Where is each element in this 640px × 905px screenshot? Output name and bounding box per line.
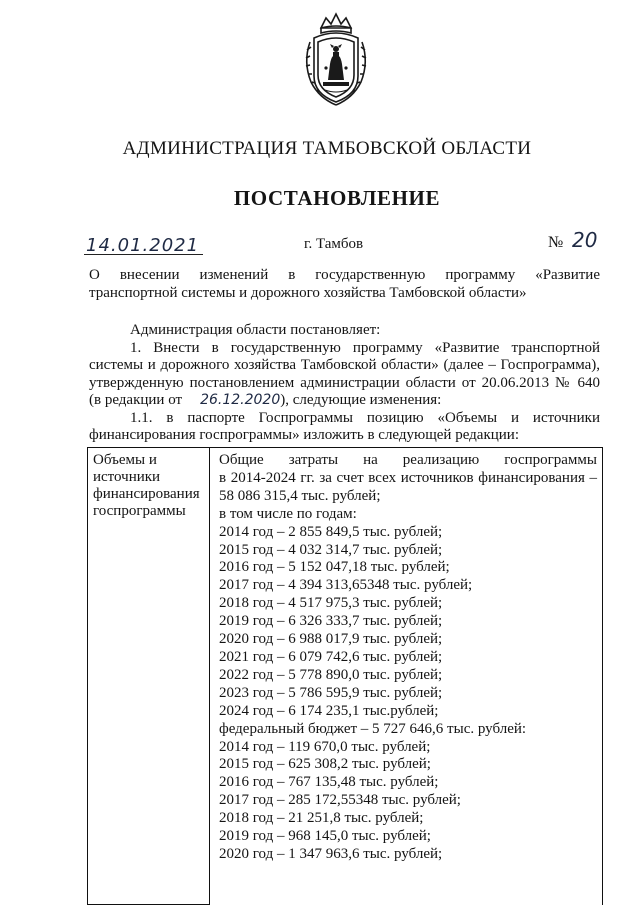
table-value-line: 2018 год – 21 251,8 тыс. рублей; [219, 810, 424, 827]
table-label-line: Объемы и [93, 452, 157, 468]
table-value-line: 2023 год – 5 786 595,9 тыс. рублей; [219, 684, 443, 701]
table-value-line: в том числе по годам: [219, 505, 357, 522]
city-name: г. Тамбов [304, 236, 364, 252]
subject-line-1: О внесении изменений в государственную программу «Развитие [89, 267, 600, 283]
item-1-last-before: (в редакции от [89, 392, 183, 408]
table-label-line: финансирования [93, 486, 200, 502]
item-1-1-line: 1.1. в паспорте Госпрограммы позицию «Объемы и источники [130, 409, 600, 426]
table-value-line: 2020 год – 6 988 017,9 тыс. рублей; [219, 631, 443, 648]
decree-paragraph: Администрация области постановляет: [130, 322, 381, 338]
document-subject [89, 266, 600, 302]
item-1-paragraph [89, 340, 600, 410]
handwritten-number: 20 [572, 228, 598, 252]
table-value-line: 2022 год – 5 778 890,0 тыс. рублей; [219, 666, 443, 683]
item-1-last-after: ), следующие изменения: [280, 392, 442, 408]
document-body [89, 322, 600, 445]
table-value-line: 2019 год – 968 145,0 тыс. рублей; [219, 828, 431, 845]
financing-table [87, 447, 603, 905]
table-value-line: 2016 год – 5 152 047,18 тыс. рублей; [219, 559, 450, 576]
document-type-title: ПОСТАНОВЛЕНИЕ [233, 186, 441, 210]
organization-name: АДМИНИСТРАЦИЯ ТАМБОВСКОЙ ОБЛАСТИ [122, 138, 532, 159]
table-value-line: 58 086 315,4 тыс. рублей; [219, 487, 381, 504]
item-1-line: утвержденную постановлением администрации области от 20.06.2013 № 640 [89, 374, 600, 391]
table-value-line: 2019 год – 6 326 333,7 тыс. рублей; [219, 613, 443, 630]
table-value-line: 2015 год – 4 032 314,7 тыс. рублей; [219, 541, 443, 558]
table-value-line: 2024 год – 6 174 235,1 тыс.рублей; [219, 702, 439, 719]
table-value-line: 2018 год – 4 517 975,3 тыс. рублей; [219, 595, 443, 612]
table-value-line: 2014 год – 119 670,0 тыс. рублей; [219, 738, 431, 755]
item-1-line: системы и дорожного хозяйства Тамбовской области» (далее – Госпрограмма), [89, 357, 600, 373]
handwritten-revision-date: 26.12.2020 [200, 392, 281, 408]
number-label: № [548, 234, 564, 251]
table-value-line: 2017 год – 285 172,55348 тыс. рублей; [219, 792, 461, 809]
table-value-cell [210, 448, 603, 905]
table-label-cell [88, 448, 210, 905]
item-1-1-line: финансирования госпрограммы» изложить в следующей редакции: [89, 427, 519, 443]
table-value-line: 2021 год – 6 079 742,6 тыс. рублей; [219, 648, 443, 665]
item-1-line: 1. Внести в государственную программу «Развитие транспортной [130, 339, 600, 356]
item-1-line [89, 392, 600, 410]
table-value-line: 2016 год – 767 135,48 тыс. рублей; [219, 774, 439, 791]
table-value-line: федеральный бюджет – 5 727 646,6 тыс. рублей: [219, 720, 527, 737]
table-value-line: 2017 год – 4 394 313,65348 тыс. рублей; [219, 577, 473, 594]
table-value-line: 2020 год – 1 347 963,6 тыс. рублей; [219, 845, 443, 862]
coat-of-arms-icon [297, 8, 375, 108]
table-intro-line: Общие затраты на реализацию госпрограммы [219, 452, 597, 468]
table-intro-line: в 2014-2024 гг. за счет всех источников финансирования – [219, 469, 597, 486]
item-1-1-paragraph [89, 410, 600, 445]
table-label-line: источники [93, 469, 161, 485]
table-label-line: госпрограммы [93, 503, 186, 519]
table-value-lines [219, 488, 597, 864]
handwritten-date: 14.01.2021 [86, 235, 200, 256]
table-value-line: 2014 год – 2 855 849,5 тыс. рублей; [219, 523, 443, 540]
subject-line-2: транспортной системы и дорожного хозяйства Тамбовской области» [89, 285, 527, 301]
table-value-line: 2015 год – 625 308,2 тыс. рублей; [219, 756, 431, 773]
